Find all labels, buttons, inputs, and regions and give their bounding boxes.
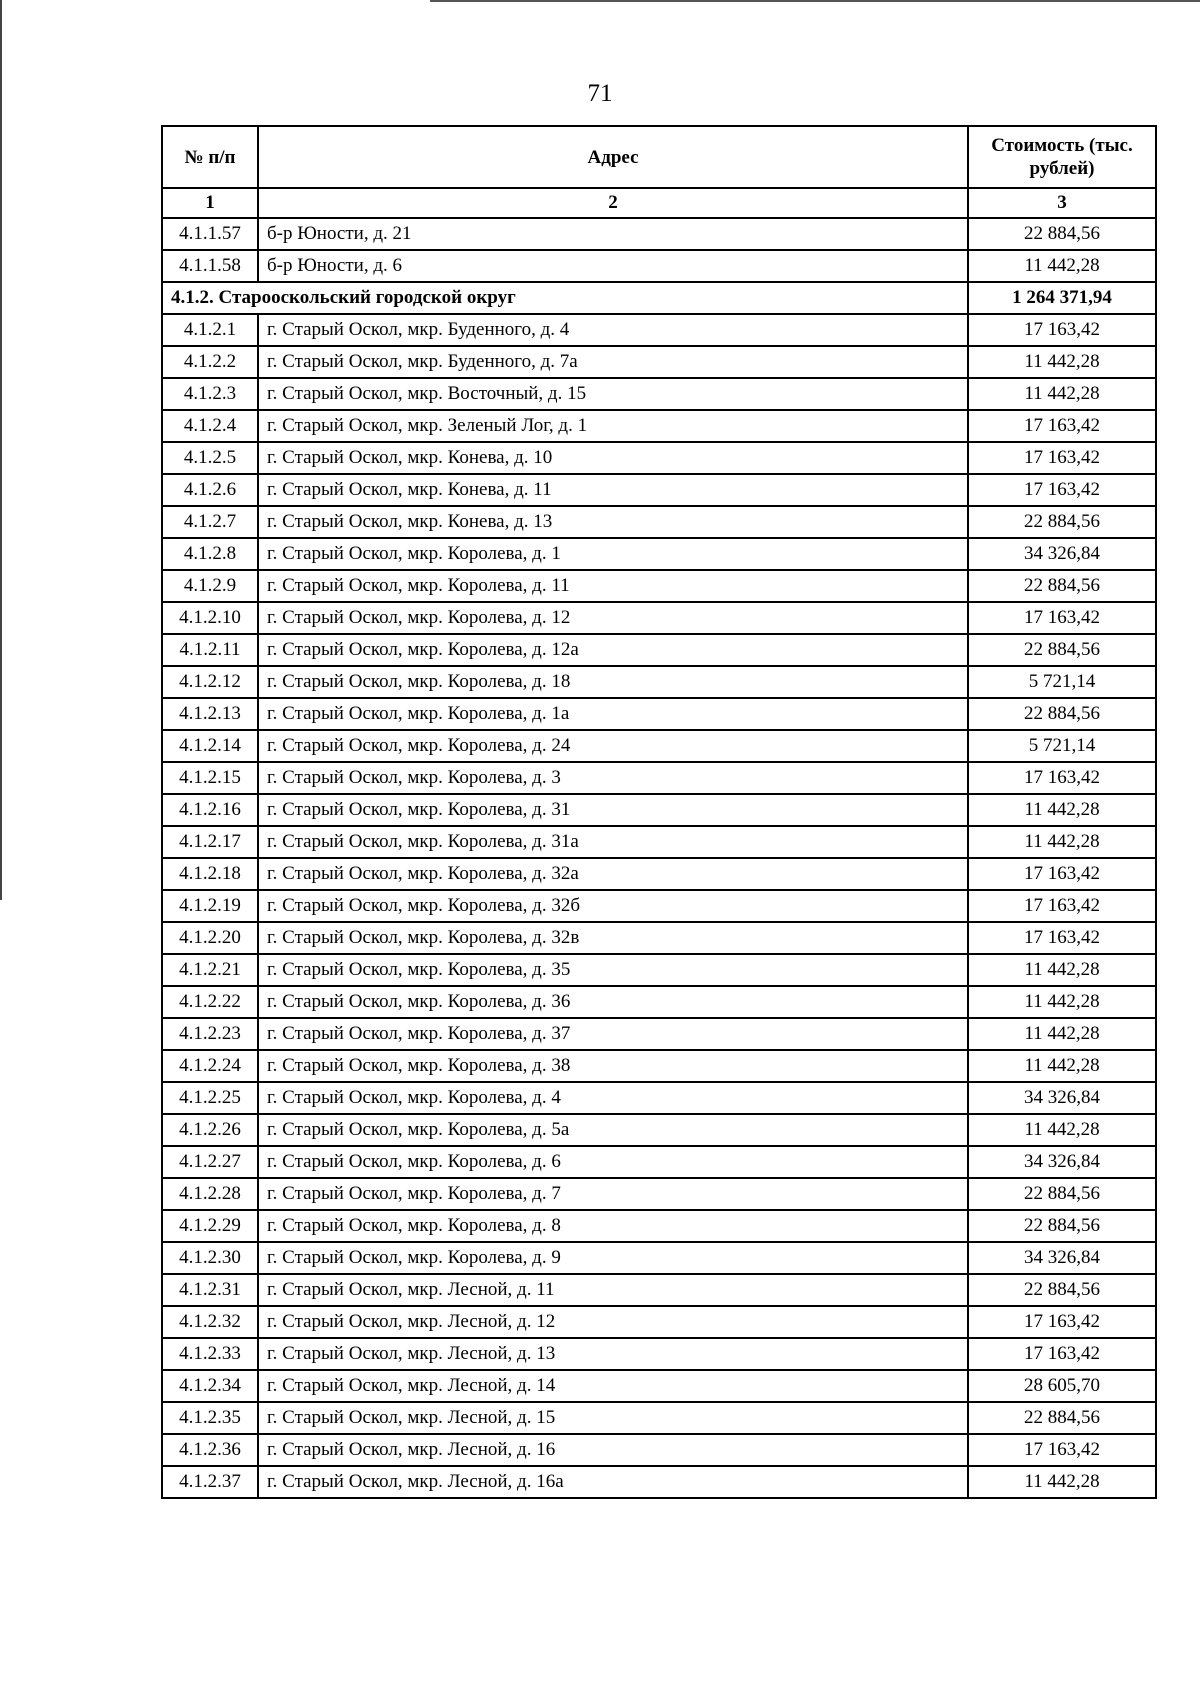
row-address: г. Старый Оскол, мкр. Лесной, д. 11	[258, 1274, 968, 1306]
row-cost: 11 442,28	[968, 1114, 1156, 1146]
row-cost: 17 163,42	[968, 442, 1156, 474]
row-address: г. Старый Оскол, мкр. Королева, д. 12	[258, 602, 968, 634]
row-address: г. Старый Оскол, мкр. Королева, д. 18	[258, 666, 968, 698]
row-number: 4.1.2.21	[162, 954, 258, 986]
row-cost: 17 163,42	[968, 314, 1156, 346]
row-address: г. Старый Оскол, мкр. Королева, д. 4	[258, 1082, 968, 1114]
table-row	[162, 826, 1156, 858]
row-cost: 5 721,14	[968, 666, 1156, 698]
row-cost: 11 442,28	[968, 794, 1156, 826]
section-title: 4.1.2. Старооскольский городской округ	[162, 282, 968, 314]
row-number: 4.1.2.16	[162, 794, 258, 826]
table-row	[162, 986, 1156, 1018]
row-address: г. Старый Оскол, мкр. Восточный, д. 15	[258, 378, 968, 410]
row-number: 4.1.2.28	[162, 1178, 258, 1210]
row-address: г. Старый Оскол, мкр. Лесной, д. 13	[258, 1338, 968, 1370]
row-cost: 22 884,56	[968, 218, 1156, 250]
row-address: г. Старый Оскол, мкр. Лесной, д. 12	[258, 1306, 968, 1338]
page-number: 71	[587, 80, 613, 107]
row-number: 4.1.2.20	[162, 922, 258, 954]
row-address: г. Старый Оскол, мкр. Королева, д. 31а	[258, 826, 968, 858]
row-number: 4.1.2.15	[162, 762, 258, 794]
table-row	[162, 1082, 1156, 1114]
row-number: 4.1.2.33	[162, 1338, 258, 1370]
row-cost: 17 163,42	[968, 1306, 1156, 1338]
row-address: г. Старый Оскол, мкр. Королева, д. 7	[258, 1178, 968, 1210]
row-cost: 11 442,28	[968, 1018, 1156, 1050]
row-cost: 17 163,42	[968, 762, 1156, 794]
row-number: 4.1.2.31	[162, 1274, 258, 1306]
row-cost: 34 326,84	[968, 538, 1156, 570]
table-row	[162, 218, 1156, 250]
table-row	[162, 954, 1156, 986]
table-row	[162, 1242, 1156, 1274]
row-address: г. Старый Оскол, мкр. Королева, д. 35	[258, 954, 968, 986]
row-number: 4.1.1.58	[162, 250, 258, 282]
table-row	[162, 1050, 1156, 1082]
table-row	[162, 1210, 1156, 1242]
row-number: 4.1.2.7	[162, 506, 258, 538]
table-row	[162, 1274, 1156, 1306]
row-number: 4.1.2.24	[162, 1050, 258, 1082]
row-cost: 17 163,42	[968, 1338, 1156, 1370]
row-address: г. Старый Оскол, мкр. Королева, д. 1а	[258, 698, 968, 730]
row-number: 4.1.2.12	[162, 666, 258, 698]
row-address: г. Старый Оскол, мкр. Конева, д. 13	[258, 506, 968, 538]
row-address: г. Старый Оскол, мкр. Королева, д. 37	[258, 1018, 968, 1050]
table-row	[162, 730, 1156, 762]
row-address: б-р Юности, д. 6	[258, 250, 968, 282]
row-number: 4.1.2.27	[162, 1146, 258, 1178]
row-number: 4.1.1.57	[162, 218, 258, 250]
row-number: 4.1.2.8	[162, 538, 258, 570]
table-row	[162, 1338, 1156, 1370]
row-address: г. Старый Оскол, мкр. Королева, д. 8	[258, 1210, 968, 1242]
row-cost: 11 442,28	[968, 986, 1156, 1018]
row-number: 4.1.2.5	[162, 442, 258, 474]
row-number: 4.1.2.32	[162, 1306, 258, 1338]
row-cost: 11 442,28	[968, 826, 1156, 858]
row-cost: 17 163,42	[968, 858, 1156, 890]
row-cost: 17 163,42	[968, 474, 1156, 506]
row-address: г. Старый Оскол, мкр. Королева, д. 11	[258, 570, 968, 602]
row-cost: 11 442,28	[968, 346, 1156, 378]
row-address: г. Старый Оскол, мкр. Королева, д. 36	[258, 986, 968, 1018]
row-number: 4.1.2.14	[162, 730, 258, 762]
row-cost: 22 884,56	[968, 570, 1156, 602]
header-cost: Стоимость (тыс. рублей)	[968, 126, 1156, 188]
row-number: 4.1.2.9	[162, 570, 258, 602]
row-cost: 11 442,28	[968, 378, 1156, 410]
table-row	[162, 506, 1156, 538]
table-row	[162, 794, 1156, 826]
row-address: г. Старый Оскол, мкр. Королева, д. 5а	[258, 1114, 968, 1146]
table-row	[162, 602, 1156, 634]
section-row	[162, 282, 1156, 314]
row-number: 4.1.2.3	[162, 378, 258, 410]
table-row	[162, 442, 1156, 474]
table-row	[162, 378, 1156, 410]
table-row	[162, 858, 1156, 890]
table-row	[162, 922, 1156, 954]
scan-top-edge-line	[430, 0, 1200, 2]
table-row	[162, 890, 1156, 922]
row-number: 4.1.2.25	[162, 1082, 258, 1114]
row-address: г. Старый Оскол, мкр. Зеленый Лог, д. 1	[258, 410, 968, 442]
row-address: г. Старый Оскол, мкр. Королева, д. 3	[258, 762, 968, 794]
table-row	[162, 666, 1156, 698]
row-cost: 28 605,70	[968, 1370, 1156, 1402]
row-number: 4.1.2.18	[162, 858, 258, 890]
section-total-cost: 1 264 371,94	[968, 282, 1156, 314]
table-row	[162, 1178, 1156, 1210]
row-address: г. Старый Оскол, мкр. Королева, д. 1	[258, 538, 968, 570]
row-number: 4.1.2.13	[162, 698, 258, 730]
header-number: № п/п	[162, 126, 258, 188]
table-row	[162, 634, 1156, 666]
row-number: 4.1.2.29	[162, 1210, 258, 1242]
row-address: г. Старый Оскол, мкр. Буденного, д. 4	[258, 314, 968, 346]
row-address: г. Старый Оскол, мкр. Королева, д. 32в	[258, 922, 968, 954]
row-cost: 34 326,84	[968, 1242, 1156, 1274]
row-address: г. Старый Оскол, мкр. Лесной, д. 14	[258, 1370, 968, 1402]
row-number: 4.1.2.23	[162, 1018, 258, 1050]
row-address: г. Старый Оскол, мкр. Конева, д. 11	[258, 474, 968, 506]
row-number: 4.1.2.37	[162, 1466, 258, 1498]
row-number: 4.1.2.34	[162, 1370, 258, 1402]
table-row	[162, 474, 1156, 506]
row-address: г. Старый Оскол, мкр. Королева, д. 32а	[258, 858, 968, 890]
row-cost: 22 884,56	[968, 1178, 1156, 1210]
row-address: г. Старый Оскол, мкр. Королева, д. 32б	[258, 890, 968, 922]
row-cost: 17 163,42	[968, 1434, 1156, 1466]
table-row	[162, 1402, 1156, 1434]
row-cost: 11 442,28	[968, 250, 1156, 282]
row-address: г. Старый Оскол, мкр. Королева, д. 38	[258, 1050, 968, 1082]
row-number: 4.1.2.22	[162, 986, 258, 1018]
row-number: 4.1.2.6	[162, 474, 258, 506]
row-cost: 22 884,56	[968, 698, 1156, 730]
column-number-3: 3	[968, 188, 1156, 218]
table-row	[162, 1306, 1156, 1338]
header-address: Адрес	[258, 126, 968, 188]
row-address: г. Старый Оскол, мкр. Лесной, д. 16	[258, 1434, 968, 1466]
row-number: 4.1.2.35	[162, 1402, 258, 1434]
row-cost: 17 163,42	[968, 410, 1156, 442]
table-row	[162, 1018, 1156, 1050]
row-cost: 22 884,56	[968, 1402, 1156, 1434]
row-address: г. Старый Оскол, мкр. Буденного, д. 7а	[258, 346, 968, 378]
row-address: г. Старый Оскол, мкр. Королева, д. 24	[258, 730, 968, 762]
row-cost: 11 442,28	[968, 954, 1156, 986]
row-number: 4.1.2.1	[162, 314, 258, 346]
row-cost: 17 163,42	[968, 602, 1156, 634]
table-row	[162, 314, 1156, 346]
table-row	[162, 762, 1156, 794]
row-number: 4.1.2.11	[162, 634, 258, 666]
row-address: г. Старый Оскол, мкр. Лесной, д. 15	[258, 1402, 968, 1434]
row-cost: 22 884,56	[968, 1274, 1156, 1306]
row-cost: 11 442,28	[968, 1466, 1156, 1498]
column-number-1: 1	[162, 188, 258, 218]
row-number: 4.1.2.17	[162, 826, 258, 858]
table-row	[162, 250, 1156, 282]
row-cost: 17 163,42	[968, 922, 1156, 954]
table-row	[162, 1466, 1156, 1498]
table-row	[162, 1434, 1156, 1466]
row-address: б-р Юности, д. 21	[258, 218, 968, 250]
row-number: 4.1.2.2	[162, 346, 258, 378]
row-cost: 22 884,56	[968, 634, 1156, 666]
column-number-2: 2	[258, 188, 968, 218]
row-address: г. Старый Оскол, мкр. Конева, д. 10	[258, 442, 968, 474]
row-cost: 5 721,14	[968, 730, 1156, 762]
row-number: 4.1.2.36	[162, 1434, 258, 1466]
row-number: 4.1.2.19	[162, 890, 258, 922]
row-address: г. Старый Оскол, мкр. Лесной, д. 16а	[258, 1466, 968, 1498]
row-cost: 22 884,56	[968, 506, 1156, 538]
row-number: 4.1.2.10	[162, 602, 258, 634]
row-address: г. Старый Оскол, мкр. Королева, д. 9	[258, 1242, 968, 1274]
row-address: г. Старый Оскол, мкр. Королева, д. 12а	[258, 634, 968, 666]
table-row	[162, 1146, 1156, 1178]
row-cost: 17 163,42	[968, 890, 1156, 922]
row-cost: 11 442,28	[968, 1050, 1156, 1082]
table-row	[162, 698, 1156, 730]
row-cost: 22 884,56	[968, 1210, 1156, 1242]
row-cost: 34 326,84	[968, 1082, 1156, 1114]
table-column-numbers-row	[162, 188, 1156, 218]
table-row	[162, 1370, 1156, 1402]
row-address: г. Старый Оскол, мкр. Королева, д. 31	[258, 794, 968, 826]
table-row	[162, 1114, 1156, 1146]
table-row	[162, 346, 1156, 378]
row-cost: 34 326,84	[968, 1146, 1156, 1178]
table-header-row	[162, 126, 1156, 188]
row-number: 4.1.2.30	[162, 1242, 258, 1274]
row-number: 4.1.2.4	[162, 410, 258, 442]
cost-table	[161, 125, 1157, 1499]
table-row	[162, 570, 1156, 602]
table-row	[162, 410, 1156, 442]
row-number: 4.1.2.26	[162, 1114, 258, 1146]
scan-left-edge-line	[0, 0, 2, 900]
table-row	[162, 538, 1156, 570]
row-address: г. Старый Оскол, мкр. Королева, д. 6	[258, 1146, 968, 1178]
